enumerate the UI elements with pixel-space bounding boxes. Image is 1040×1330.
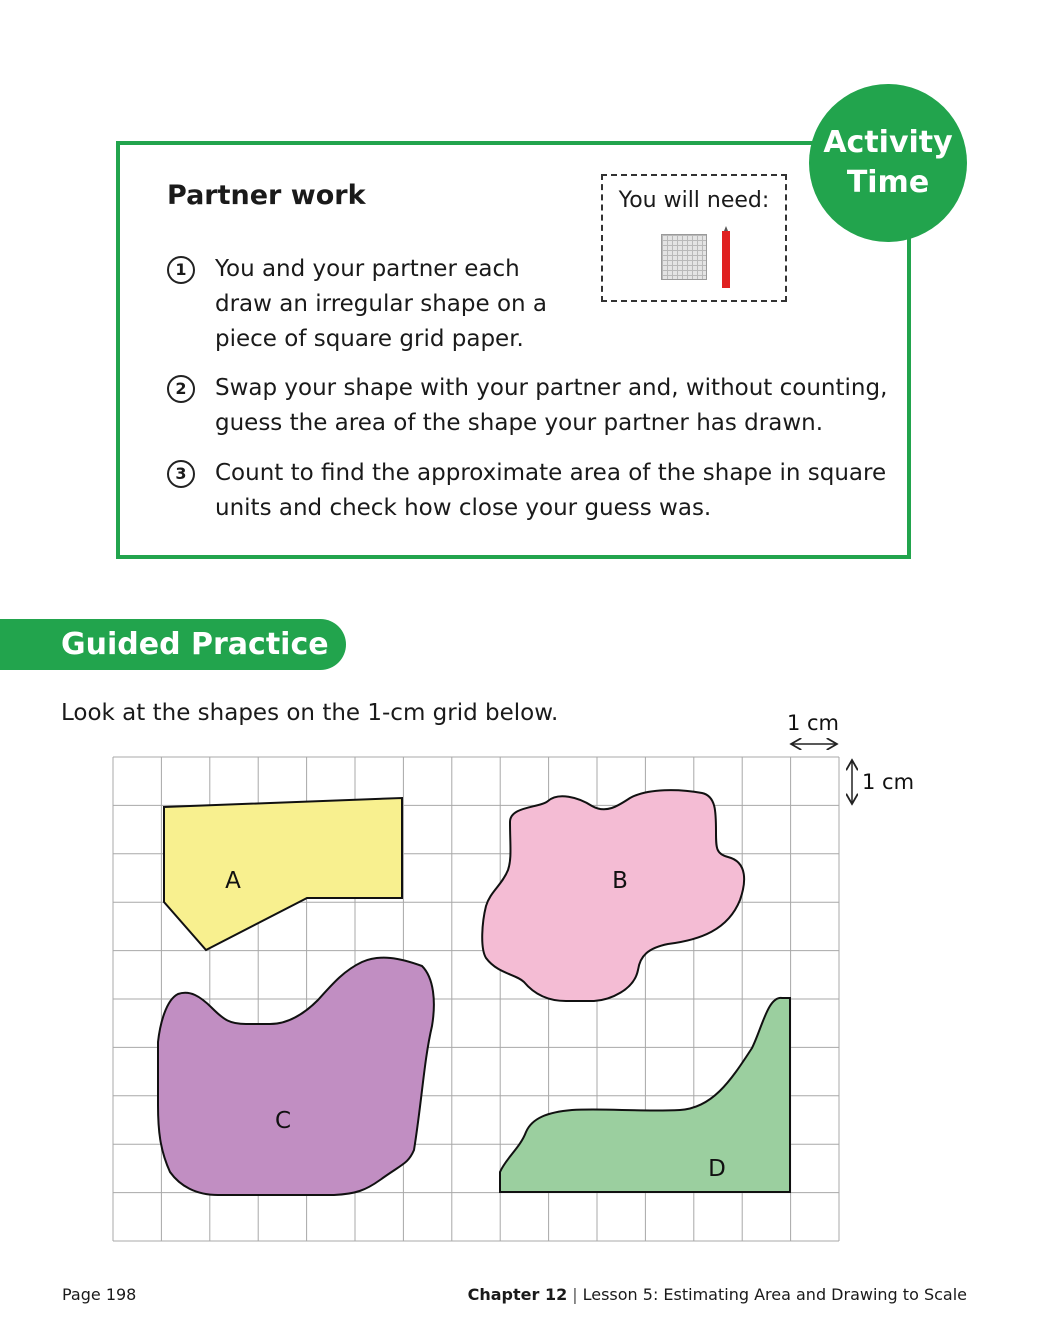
lesson-label: Lesson 5: Estimating Area and Drawing to Scale (582, 1285, 967, 1304)
scale-vertical-label: 1 cm (862, 770, 915, 794)
shape-d-label: D (708, 1156, 726, 1182)
shape-a-label: A (225, 868, 241, 894)
step-number: 1 (167, 256, 195, 284)
scale-horizontal-label: 1 cm (786, 711, 840, 735)
step-number: 2 (167, 375, 195, 403)
chapter-label: Chapter 12 (467, 1285, 568, 1304)
step-number: 3 (167, 460, 195, 488)
step-text: Swap your shape with your partner and, without counting, guess the area of the shape your partner has drawn. (215, 375, 888, 436)
materials-label: You will need: (618, 188, 770, 213)
guided-practice-banner: Guided Practice (0, 619, 346, 670)
step-text: Count to find the approximate area of the shape in square units and check how close your guess was. (215, 460, 887, 521)
activity-title: Partner work (167, 180, 366, 211)
badge-line-2: Time (846, 165, 930, 200)
guided-intro: Look at the shapes on the 1-cm grid below. (61, 700, 559, 726)
shape-b (482, 790, 744, 1001)
footer-separator: | (572, 1285, 578, 1304)
shape-b-label: B (612, 868, 628, 894)
shape-c (158, 958, 434, 1195)
page-number: Page 198 (62, 1285, 137, 1304)
step-text: You and your partner each draw an irregular shape on a piece of square grid paper. (215, 256, 547, 352)
footer-chapter (468, 1285, 967, 1304)
shape-c-label: C (274, 1108, 292, 1134)
shape-a (164, 798, 402, 950)
badge-line-1: Activity (823, 125, 953, 160)
